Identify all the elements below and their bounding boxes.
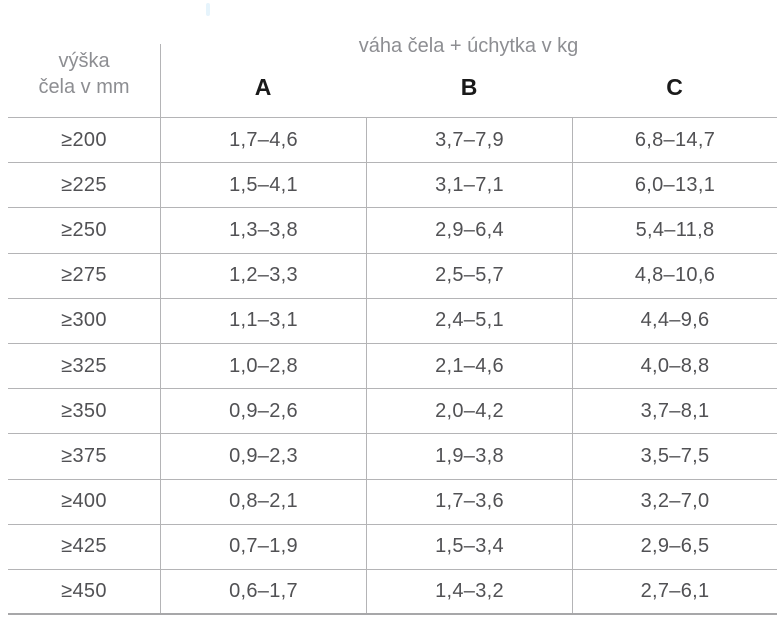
row-label: ≥350: [61, 399, 107, 422]
cell-c: 5,4–11,8: [572, 208, 777, 252]
screenshot-artifact-mark: [206, 3, 210, 16]
cell-b: 2,9–6,4: [366, 208, 572, 252]
cell-c: 3,5–7,5: [572, 434, 777, 478]
row-label: ≥325: [61, 354, 107, 377]
row-axis-header: [8, 30, 160, 117]
cell-a: 1,2–3,3: [160, 254, 366, 298]
cell-b: 2,0–4,2: [366, 389, 572, 433]
front-weight-table: [8, 30, 777, 615]
table-row: [8, 344, 777, 389]
table-row: [8, 118, 777, 163]
cell-b: 1,4–3,2: [366, 570, 572, 613]
row-axis-header-line2: čela v mm: [38, 75, 130, 98]
column-letters-row: [160, 72, 777, 102]
table-row: [8, 480, 777, 525]
table-header: [8, 30, 777, 118]
row-label: ≥450: [61, 579, 107, 602]
row-label: ≥225: [61, 173, 107, 196]
cell-b: 2,5–5,7: [366, 254, 572, 298]
cell-b: 2,1–4,6: [366, 344, 572, 388]
row-axis-header-line1: výška: [58, 49, 110, 72]
cell-b: 2,4–5,1: [366, 299, 572, 343]
cell-a: 1,1–3,1: [160, 299, 366, 343]
row-label: ≥300: [61, 309, 107, 332]
row-label: ≥200: [61, 128, 107, 151]
cell-c: 2,7–6,1: [572, 570, 777, 613]
header-divider-line: [160, 44, 161, 118]
table-title: váha čela + úchytka v kg: [358, 35, 579, 57]
cell-b: 1,7–3,6: [366, 480, 572, 524]
cell-c: 3,7–8,1: [572, 389, 777, 433]
cell-b: 1,9–3,8: [366, 434, 572, 478]
table-row: [8, 163, 777, 208]
cell-a: 0,7–1,9: [160, 525, 366, 569]
cell-b: 3,1–7,1: [366, 163, 572, 207]
table-row: [8, 525, 777, 570]
table-row: [8, 208, 777, 253]
column-header-a: A: [254, 73, 272, 100]
row-label: ≥425: [61, 535, 107, 558]
table-row: [8, 570, 777, 615]
cell-a: 0,6–1,7: [160, 570, 366, 613]
table-row: [8, 254, 777, 299]
cell-c: 6,0–13,1: [572, 163, 777, 207]
cell-c: 4,8–10,6: [572, 254, 777, 298]
table-row: [8, 389, 777, 434]
table-body: [8, 118, 777, 615]
cell-a: 0,9–2,6: [160, 389, 366, 433]
row-label: ≥250: [61, 218, 107, 241]
cell-b: 1,5–3,4: [366, 525, 572, 569]
cell-c: 4,0–8,8: [572, 344, 777, 388]
cell-c: 3,2–7,0: [572, 480, 777, 524]
row-label: ≥375: [61, 444, 107, 467]
cell-a: 1,5–4,1: [160, 163, 366, 207]
cell-c: 2,9–6,5: [572, 525, 777, 569]
cell-c: 4,4–9,6: [572, 299, 777, 343]
column-header-b: B: [460, 73, 478, 100]
table-row: [8, 299, 777, 344]
cell-a: 1,3–3,8: [160, 208, 366, 252]
cell-a: 1,0–2,8: [160, 344, 366, 388]
cell-a: 0,8–2,1: [160, 480, 366, 524]
table-row: [8, 434, 777, 479]
cell-c: 6,8–14,7: [572, 118, 777, 162]
row-label: ≥400: [61, 490, 107, 513]
column-group-header: [160, 30, 777, 117]
cell-a: 1,7–4,6: [160, 118, 366, 162]
cell-b: 3,7–7,9: [366, 118, 572, 162]
cell-a: 0,9–2,3: [160, 434, 366, 478]
row-label: ≥275: [61, 264, 107, 287]
column-header-c: C: [666, 73, 683, 100]
